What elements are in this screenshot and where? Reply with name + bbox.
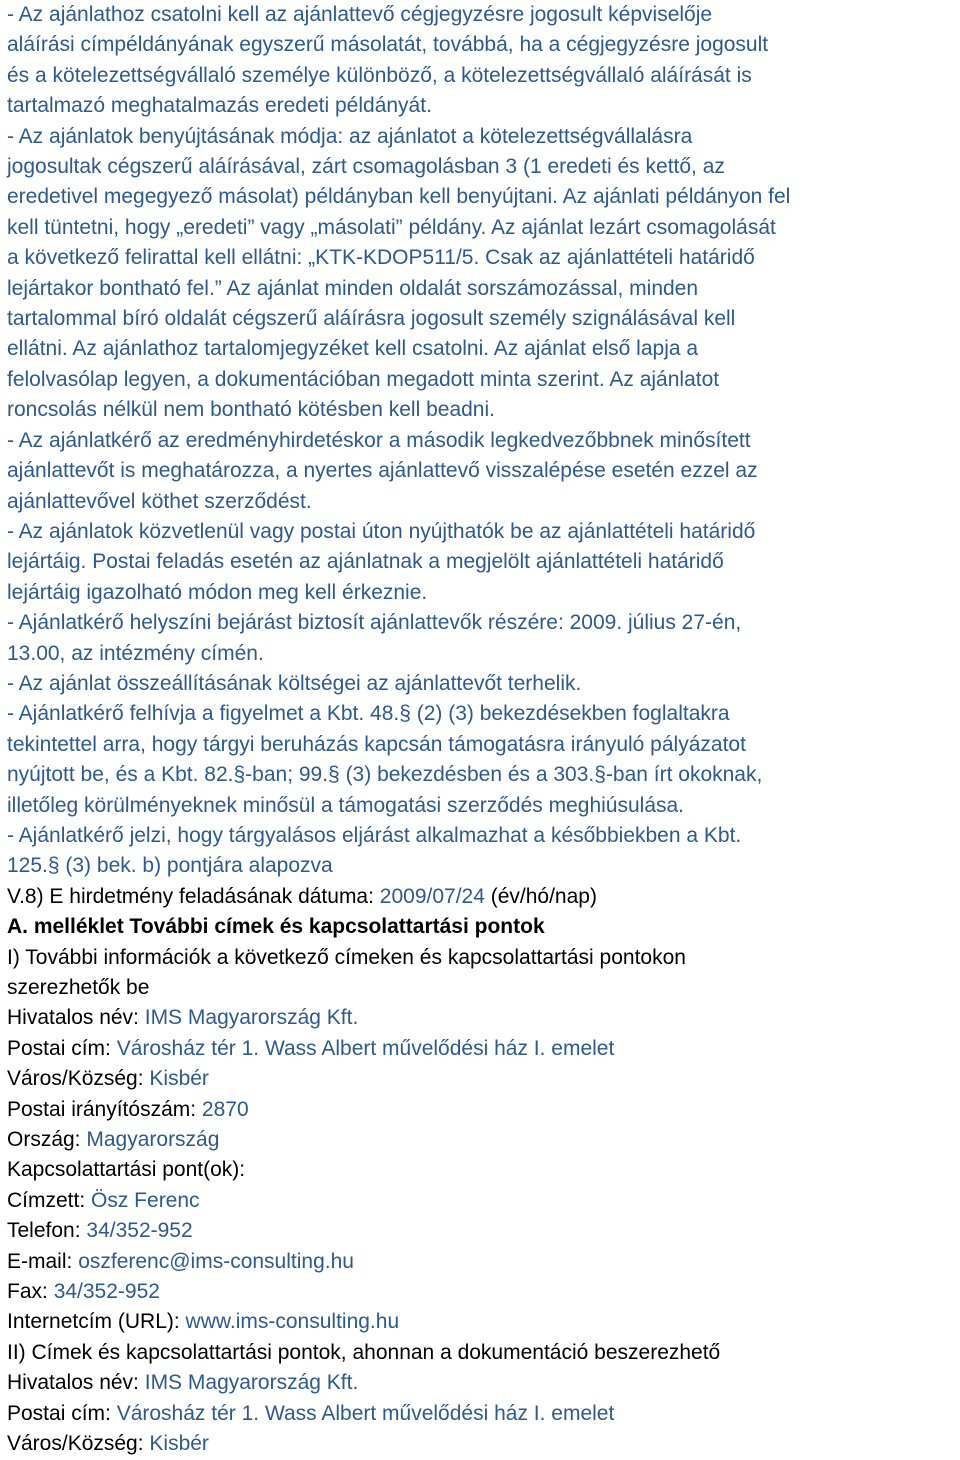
field-label: Város/Község:	[7, 1432, 150, 1456]
field-town-ii	[7, 1429, 953, 1459]
notice-date-row	[7, 882, 953, 912]
field-url	[7, 1307, 953, 1337]
text-line: lejártáig igazolható módon meg kell érkeznie.	[7, 580, 428, 604]
text-line: illetőleg körülményeknek minősül a támogatási szerződés meghiúsulása.	[7, 793, 685, 817]
text-line: lejártakor bontható fel.” Az ajánlat minden oldalát sorszámozással, minden	[7, 276, 699, 300]
field-postcode	[7, 1095, 953, 1125]
text-line: és a kötelezettségvállaló személye különböző, a kötelezettségvállaló aláírását is	[7, 63, 752, 87]
field-fax	[7, 1277, 953, 1307]
field-value: 34/352-952	[86, 1219, 193, 1243]
text-line: - Az ajánlatok közvetlenül vagy postai úton nyújthatók be az ajánlattételi határidő	[7, 519, 756, 543]
text-line: kell tüntetni, hogy „eredeti” vagy „másolati” példány. Az ajánlat lezárt csomagolását	[7, 215, 776, 239]
text-line: - Az ajánlathoz csatolni kell az ajánlattevő cégjegyzésre jogosult képviselője	[7, 3, 713, 26]
field-label: Postai cím:	[7, 1401, 117, 1425]
notice-date-label: V.8) E hirdetmény feladásának dátuma:	[7, 884, 380, 908]
field-value: 2870	[201, 1097, 249, 1121]
field-country	[7, 1125, 953, 1155]
field-label: Hivatalos név:	[7, 1006, 145, 1030]
email-link[interactable]: oszferenc@ims-consulting.hu	[78, 1249, 354, 1273]
section-i-heading: I) További információk a következő címeken és kapcsolattartási pontokon	[7, 945, 686, 969]
section-ii-heading: II) Címek és kapcsolattartási pontok, ahonnan a dokumentáció beszerezhető	[7, 1340, 721, 1364]
text-line: aláírási címpéldányának egyszerű másolatát, továbbá, ha a cégjegyzésre jogosult	[7, 33, 769, 57]
text-line: jogosultak cégszerű aláírásával, zárt csomagolásban 3 (1 eredeti és kettő, az	[7, 155, 725, 179]
field-value: IMS Magyarország Kft.	[144, 1006, 359, 1030]
field-postal-address-ii	[7, 1399, 953, 1429]
text-line: felolvasólap legyen, a dokumentációban megadott minta szerint. Az ajánlatot	[7, 367, 720, 391]
field-value: Városház tér 1. Wass Albert művelődési ház I. emelet	[116, 1401, 615, 1425]
field-value: Kisbér	[149, 1067, 209, 1091]
text-line: - Ajánlatkérő jelzi, hogy tárgyalásos eljárást alkalmazhat a későbbiekben a Kbt.	[7, 823, 742, 847]
field-email	[7, 1247, 953, 1277]
field-label: Kapcsolattartási pont(ok):	[7, 1158, 246, 1182]
text-line: - Az ajánlat összeállításának költségei az ajánlattevőt terhelik.	[7, 671, 582, 695]
text-line: eredetivel megegyező másolat) példányban kell benyújtani. Az ajánlati példányon fel	[7, 185, 791, 209]
field-official-name-ii	[7, 1368, 953, 1398]
text-line: ajánlattevőt is meghatározza, a nyertes ajánlattevő visszalépése esetén ezzel az	[7, 459, 758, 483]
field-phone	[7, 1216, 953, 1246]
field-label: Internetcím (URL):	[7, 1310, 186, 1334]
field-addressee	[7, 1186, 953, 1216]
text-line: a következő felirattal kell ellátni: „KTK-KDOP511/5. Csak az ajánlattételi határidő	[7, 246, 755, 270]
text-line: 13.00, az intézmény címén.	[7, 641, 264, 665]
tender-conditions-text	[7, 0, 953, 882]
notice-date-suffix: (év/hó/nap)	[484, 884, 597, 908]
text-line: ajánlattevővel köthet szerződést.	[7, 489, 312, 513]
field-label: Postai cím:	[7, 1036, 117, 1060]
field-town	[7, 1064, 953, 1094]
field-label: Címzett:	[7, 1188, 92, 1212]
text-line: - Az ajánlatok benyújtásának módja: az ajánlatot a kötelezettségvállalásra	[7, 124, 693, 148]
text-line: - Ajánlatkérő helyszíni bejárást biztosít ajánlattevők részére: 2009. július 27-én,	[7, 611, 742, 635]
field-official-name	[7, 1003, 953, 1033]
text-line: tartalmazó meghatalmazás eredeti példányát.	[7, 94, 432, 118]
field-label: Telefon:	[7, 1219, 87, 1243]
notice-date-value: 2009/07/24	[379, 884, 485, 908]
field-postal-address	[7, 1034, 953, 1064]
text-line: - Ajánlatkérő felhívja a figyelmet a Kbt. 48.§ (2) (3) bekezdésekben foglaltakra	[7, 702, 730, 726]
field-label: Fax:	[7, 1280, 54, 1304]
text-line: ellátni. Az ajánlathoz tartalomjegyzéket kell csatolni. Az ajánlat első lapja a	[7, 337, 699, 361]
text-line: roncsolás nélkül nem bontható kötésben kell beadni.	[7, 398, 495, 422]
field-value: Ösz Ferenc	[91, 1188, 200, 1212]
annex-title: A. melléklet További címek és kapcsolattartási pontok	[7, 915, 545, 939]
field-value: Kisbér	[149, 1432, 209, 1456]
field-label: Postai irányítószám:	[7, 1097, 202, 1121]
field-value: Magyarország	[86, 1128, 220, 1152]
field-value: Városház tér 1. Wass Albert művelődési ház I. emelet	[116, 1036, 615, 1060]
text-line: lejártáig. Postai feladás esetén az ajánlatnak a megjelölt ajánlattételi határidő	[7, 550, 724, 574]
text-line: tekintettel arra, hogy tárgyi beruházás kapcsán támogatásra irányuló pályázatot	[7, 732, 746, 756]
document-page	[7, 0, 953, 1460]
section-i-heading-cont: szerezhetők be	[7, 976, 150, 999]
text-line: nyújtott be, és a Kbt. 82.§-ban; 99.§ (3) bekezdésben és a 303.§-ban írt okoknak,	[7, 763, 763, 787]
field-label: Hivatalos név:	[7, 1371, 145, 1395]
field-value: IMS Magyarország Kft.	[144, 1371, 359, 1395]
website-link[interactable]: www.ims-consulting.hu	[185, 1310, 400, 1334]
field-label: Ország:	[7, 1128, 87, 1152]
field-value: 34/352-952	[53, 1280, 160, 1304]
text-line: tartalommal bíró oldalát cégszerű aláírásra jogosult személy szignálásával kell	[7, 307, 736, 331]
field-label: E-mail:	[7, 1249, 79, 1273]
text-line: - Az ajánlatkérő az eredményhirdetéskor a második legkedvezőbbnek minősített	[7, 428, 751, 452]
field-label: Város/Község:	[7, 1067, 150, 1091]
text-line: 125.§ (3) bek. b) pontjára alapozva	[7, 854, 333, 878]
field-contact-points	[7, 1155, 953, 1185]
